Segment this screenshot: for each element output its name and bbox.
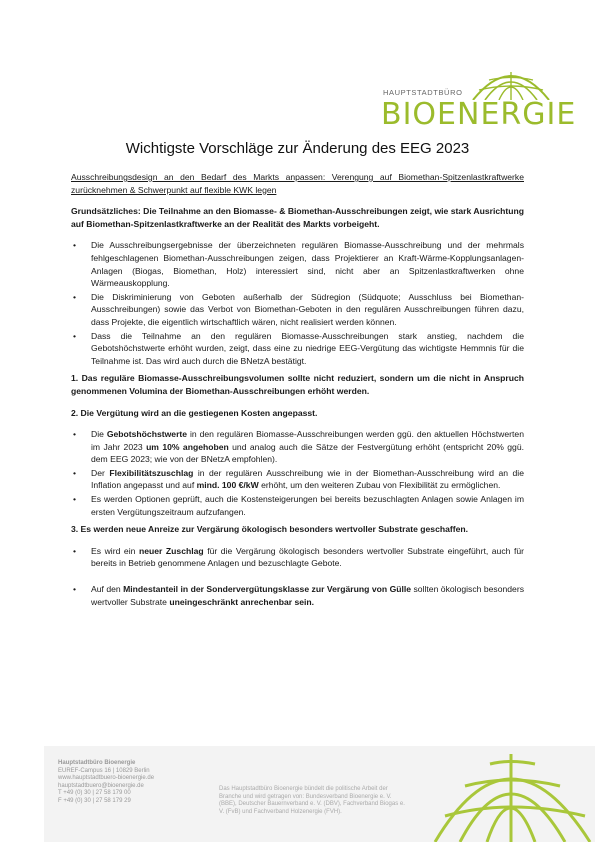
footer-address: EUREF-Campus 16 | 10829 Berlin: [58, 767, 150, 774]
footer-org: Hauptstadtbüro Bioenergie: [58, 760, 136, 766]
footer-phone: T +49 (0) 30 | 27 58 179 00: [58, 790, 131, 797]
document-body: [71, 171, 524, 613]
logo-subtitle: HAUPTSTADTBÜRO: [383, 88, 463, 97]
list-item: [71, 583, 524, 608]
text: sollten ökologisch besonders wertvoller Substrate: [91, 584, 524, 607]
footer-web-link[interactable]: www.hauptstadtbuero-bioenergie.de: [58, 775, 155, 782]
list-item: [71, 330, 524, 368]
point-3-list-2: [71, 583, 524, 608]
footer-email-link[interactable]: hauptstadtbuero@bioenergie.de: [58, 782, 144, 789]
text: in der regulären Ausschreibung wie in der Biomethan-Ausschreibung wird an die Inflation angepasst und auf: [91, 467, 524, 491]
point-3-list: [71, 545, 524, 570]
list-item-text: Es werden Optionen geprüft, auch die Kostensteigerungen bei bereits bezuschlagten Anlagen sowie Anlagen im ersten Vergütungszeitraum aufzufangen.: [91, 494, 524, 517]
text: in den regulären Biomasse-Ausschreibungen werden ggü. den aktuellen Höchstwerten im Jahr 2023: [91, 429, 524, 452]
point-1: 1. Das reguläre Biomasse-Ausschreibungsvolumen sollte nicht reduziert, sondern um die nicht in Anspruch genommenen Volumina der Biomethan-Ausschreibungen erhöht werden.: [71, 373, 524, 396]
bullet-icon: •: [73, 494, 77, 505]
logo-wordmark: BIOENERGIE: [381, 97, 577, 132]
bullet-icon: •: [73, 467, 77, 478]
bold-text: uneingeschränkt anrechenbar sein.: [169, 596, 315, 607]
text: für die Vergärung ökologisch besonders wertvoller Substrate eingeführt, auch für bereits in Betrieb genommene Anlagen und bezuschlagte Gebote.: [91, 545, 525, 569]
bold-text: neuer Zuschlag: [138, 545, 204, 556]
list-item: [71, 467, 524, 492]
point-2-list: [71, 428, 524, 518]
bold-text: Mindestanteil in der Sondervergütungsklasse zur Vergärung von Gülle: [123, 584, 412, 595]
principle-list: [71, 239, 524, 367]
list-item-text: Die Ausschreibungsergebnisse der überzeichneten regulären Biomasse-Ausschreibung und der mehrmals fehlgeschlagenen Biomethan-Ausschreibungen zeigen, dass Projektierer an Kraft-Wärme-Kopplungsanlagen-Anlagen (Biogas, Biomethan, Holz) interessiert sind, nicht aber an Spitzenlastkraftwerken ohne Wärmeauskopplung.: [91, 240, 524, 289]
text: Auf den: [91, 584, 124, 595]
list-item: [71, 493, 524, 518]
text: Der: [91, 467, 110, 478]
list-item: [71, 428, 524, 466]
bold-text: Gebotshöchstwerte: [106, 429, 188, 440]
list-item-text: Dass die Teilnahme an den regulären Biomasse-Ausschreibungen stark anstieg, nachdem die Gebotshöchstwerte erhöht wurden, zeigt, dass eine zu niedrige EEG-Vergütung das wichtigste Hemmnis für die Teilnahme ist. Das wird auch durch die BNetzA bestätigt.: [91, 330, 524, 366]
point-3: 3. Es werden neue Anreize zur Vergärung ökologisch besonders wertvoller Substrate geschaffen.: [71, 524, 469, 535]
bold-text: mind. 100 €/kW: [196, 480, 259, 491]
footer-contact: [58, 760, 154, 806]
bullet-icon: •: [73, 330, 77, 341]
spacer: [71, 575, 524, 583]
bullet-icon: •: [73, 240, 77, 251]
logo: [371, 70, 577, 132]
footer-fax: F +49 (0) 30 | 27 58 179 29: [58, 797, 131, 804]
intro-heading: Ausschreibungsdesign an den Bedarf des Markts anpassen: Verengung auf Biomethan-Spitzenlastkraftwerke zurücknehmen & Schwerpunkt auf flexible KWK legen: [71, 172, 524, 195]
bullet-icon: •: [73, 545, 77, 556]
bullet-icon: •: [73, 584, 77, 595]
footer-about: Das Hauptstadtbüro Bioenergie bündelt die politische Arbeit der Branche und wird getragen von: Bundesverband Bioenergie e. V. (BBE), Deutscher Bauernverband e. V. (DBV), Fachverband Biogas e. V. (FvB) und Fachverband Holzenergie (FVH).: [219, 786, 405, 815]
bold-text: um 10% angehoben: [146, 441, 229, 452]
list-item: [71, 291, 524, 329]
principle-paragraph: Grundsätzliches: Die Teilnahme an den Biomasse- & Biomethan-Ausschreibungen zeigt, wie stark Ausrichtung auf Biomethan-Spitzenlastkraftwerke an der Realität des Markts vorbeigeht.: [71, 206, 524, 229]
globe-logo-icon: [471, 70, 551, 100]
bullet-icon: •: [73, 291, 77, 302]
bold-text: Flexibilitätszuschlag: [109, 467, 194, 478]
point-2: 2. Die Vergütung wird an die gestiegenen Kosten angepasst.: [71, 407, 318, 418]
page-footer: [44, 746, 595, 842]
globe-watermark-icon: [425, 746, 595, 842]
list-item-text: Die Diskriminierung von Geboten außerhalb der Südregion (Südquote; Ausschluss bei Biomethan-Ausschreibungen) sowie das Verbot von Biomethan-Geboten in den regulären Ausschreibungen führen dazu, dass Projekte, die eigentlich wirtschaftlich wären, nicht realisiert werden können.: [91, 291, 524, 327]
text: und analog auch die Sätze der Festvergütung erhöht (entspricht 20% ggü. dem EEG 2023; wie von der BNetzA empfohlen).: [91, 441, 524, 465]
list-item: [71, 545, 524, 570]
list-item: [71, 239, 524, 289]
bullet-icon: •: [73, 429, 77, 440]
text: Es wird ein: [91, 545, 139, 556]
page-title: Wichtigste Vorschläge zur Änderung des EEG 2023: [125, 140, 470, 157]
text: erhöht, um den weiteren Zubau von Flexibilität zu ermöglichen.: [258, 480, 501, 491]
text: Die: [91, 429, 107, 440]
